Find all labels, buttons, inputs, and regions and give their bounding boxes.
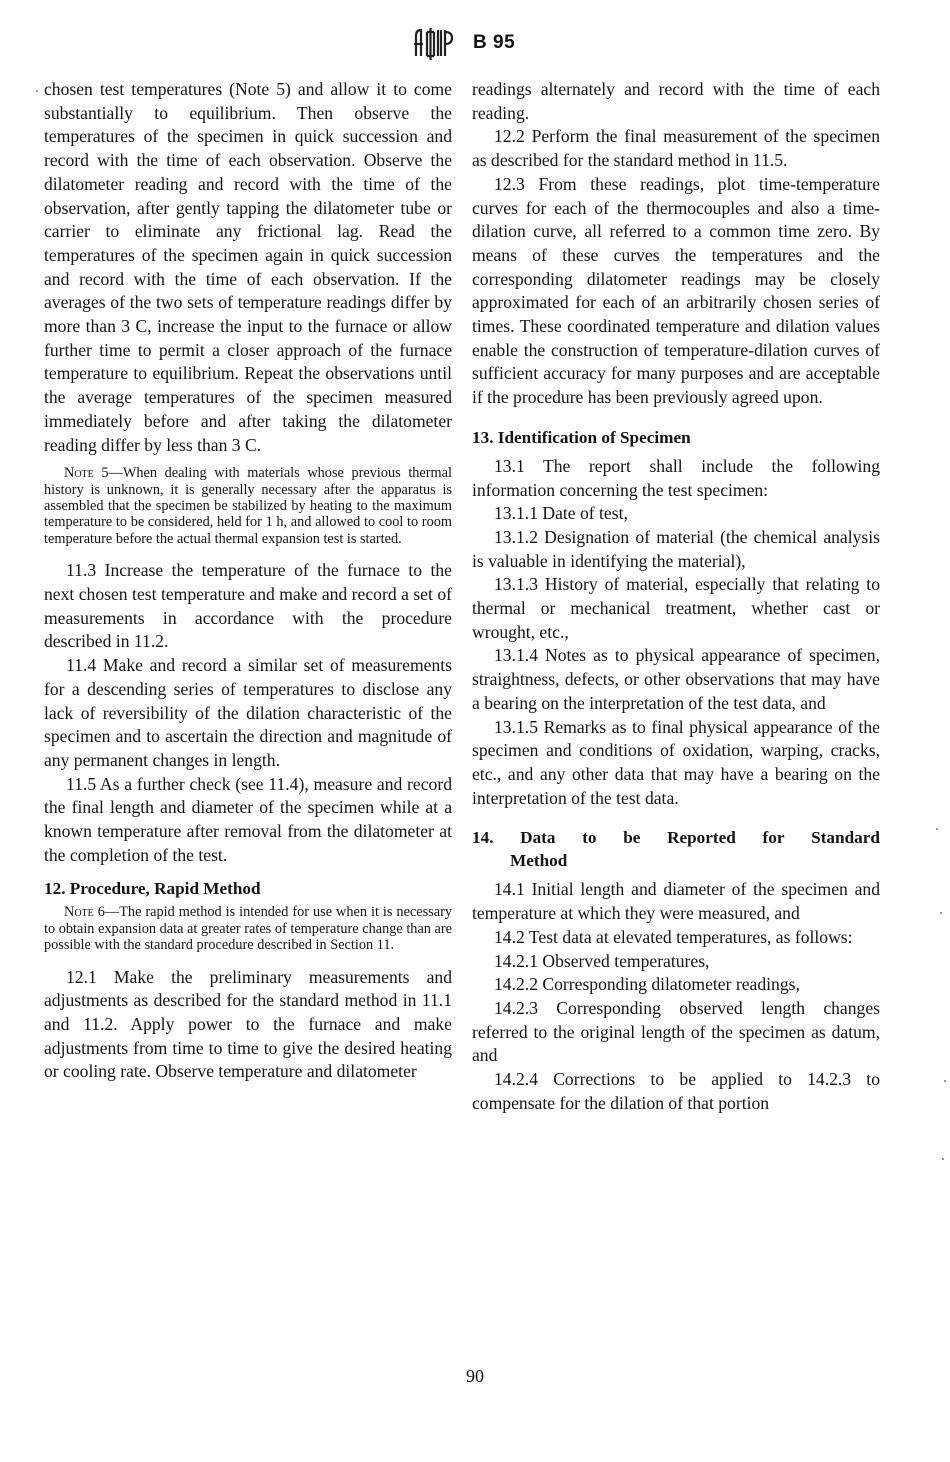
section-13-heading: 13. Identification of Specimen xyxy=(472,427,691,447)
paragraph-13-1: 13.1 The report shall include the following information concerning the test specimen: xyxy=(472,455,880,500)
paragraph-11-3: 11.3 Increase the temperature of the furnace to the next chosen test temperature and make and record a set of measurements in accordance with the procedure described in 11.2. xyxy=(44,560,452,652)
scan-speck xyxy=(36,90,38,92)
section-14-word: Standard xyxy=(811,828,880,848)
note-5-text: —When dealing with materials whose previous thermal history is unknown, it is generally necessary after the apparatus is assembled that the specimen be stabilized by heating to the maximum temperature to be considered, held for 1 h, and allowed to cool to room temperature before the actual thermal expansion test is started. xyxy=(44,465,452,547)
paragraph-12-1-continuation: readings alternately and record with the time of each reading. xyxy=(472,79,880,123)
left-column xyxy=(44,78,452,1084)
page-header xyxy=(0,26,950,62)
scan-speck xyxy=(942,1158,944,1160)
paragraph-11-5: 11.5 As a further check (see 11.4), measure and record the final length and diameter of the specimen while at a known temperature after removal from the dilatometer at the completion of the test. xyxy=(44,773,452,865)
section-14-word: to xyxy=(582,828,597,848)
note-6-label: Note 6 xyxy=(64,904,105,921)
scan-speck xyxy=(936,828,938,830)
note-6-text: —The rapid method is intended for use when it is necessary to obtain expansion data at greater rates of temperature change than are possible with the standard procedure described in Section 11. xyxy=(44,904,452,954)
right-column xyxy=(472,78,880,1115)
section-14-number: 14. xyxy=(472,828,494,848)
paragraph-14-2-3: 14.2.3 Corresponding observed length changes referred to the original length of the specimen as datum, and xyxy=(472,997,880,1066)
paragraph-13-1-2: 13.1.2 Designation of material (the chemical analysis is valuable in identifying the material), xyxy=(472,526,880,571)
section-14-word: for xyxy=(762,828,785,848)
note-6 xyxy=(44,904,452,953)
astm-logo-icon xyxy=(410,26,456,60)
paragraph-14-2-4: 14.2.4 Corrections to be applied to 14.2.3 to compensate for the dilation of that portion xyxy=(472,1069,880,1113)
section-12-heading: 12. Procedure, Rapid Method xyxy=(44,879,261,899)
page-number: 90 xyxy=(466,1366,484,1386)
paragraph-13-1-3: 13.1.3 History of material, especially that relating to thermal or mechanical treatment, whether cast or wrought, etc., xyxy=(472,574,880,642)
scan-speck xyxy=(940,912,942,914)
paragraph-14-2-2: 14.2.2 Corresponding dilatometer readings, xyxy=(494,974,800,995)
paragraph-12-1: 12.1 Make the preliminary measurements and adjustments as described for the standard method in 11.1 and 11.2. Apply power to the furnace and make adjustments from time to time to give the desired heating or cooling rate. Observe temperature and dilatometer xyxy=(44,966,452,1082)
paragraph-11-4: 11.4 Make and record a similar set of measurements for a descending series of temperatures to disclose any lack of reversibility of the dilation characteristic of the specimen and to ascertain the direction and magnitude of any permanent changes in length. xyxy=(44,655,452,770)
paragraph-14-2: 14.2 Test data at elevated temperatures, as follows: xyxy=(494,926,853,947)
paragraph-12-3: 12.3 From these readings, plot time-temperature curves for each of the thermocouples and also a time-dilation curve, all referred to a common time zero. By means of these curves the temperatures and the corresponding dilatometer readings may be closely approximated for each of an arbitrarily chosen series of times. These coordinated temperature and dilation values enable the construction of temperature-dilation curves of sufficient accuracy for many purposes and are acceptable if the procedure has been previously agreed upon. xyxy=(472,173,880,408)
section-14-heading xyxy=(472,826,880,872)
section-14-heading-line1 xyxy=(472,826,880,849)
scan-speck xyxy=(944,1080,946,1082)
note-5-label: Note 5 xyxy=(64,465,109,482)
paragraph-14-1: 14.1 Initial length and diameter of the specimen and temperature at which they were measured, and xyxy=(472,879,880,924)
section-14-word: be xyxy=(623,828,641,848)
standard-designation: B 95 xyxy=(473,32,516,53)
paragraph-13-1-5: 13.1.5 Remarks as to final physical appearance of the specimen and conditions of oxidation, warping, cracks, etc., and any other data that may have a bearing on the interpretation of the test data. xyxy=(472,716,880,808)
section-14-word: Data xyxy=(520,828,556,848)
paragraph-11-2-continuation: chosen test temperatures (Note 5) and allow it to come substantially to equilibrium. Then observe the temperatures of the specimen in quick succession and record with the time of each observation. Observe the dilatometer reading and record with the time of the observation, after gently tapping the dilatometer tube or carrier to eliminate any frictional lag. Read the temperatures of the specimen again in quick succession and record with the time of each observation. If the averages of the two sets of temperature readings differ by more than 3 C, increase the input to the furnace or allow further time to permit a closer approach of the furnace temperature to equilibrium. Repeat the observations until the average temperatures of the specimen measured immediately before and after taking the dilatometer reading differ by less than 3 C. xyxy=(44,79,452,455)
section-14-heading-line2: Method xyxy=(510,851,568,871)
section-14-word: Reported xyxy=(667,828,736,848)
paragraph-14-2-1: 14.2.1 Observed temperatures, xyxy=(494,950,710,971)
note-5 xyxy=(44,465,452,547)
paragraph-12-2: 12.2 Perform the final measurement of the specimen as described for the standard method in 11.5. xyxy=(472,126,880,171)
paragraph-13-1-4: 13.1.4 Notes as to physical appearance of specimen, straightness, defects, or other observations that may have a bearing on the interpretation of the test data, and xyxy=(472,645,880,713)
paragraph-13-1-1: 13.1.1 Date of test, xyxy=(494,503,628,524)
